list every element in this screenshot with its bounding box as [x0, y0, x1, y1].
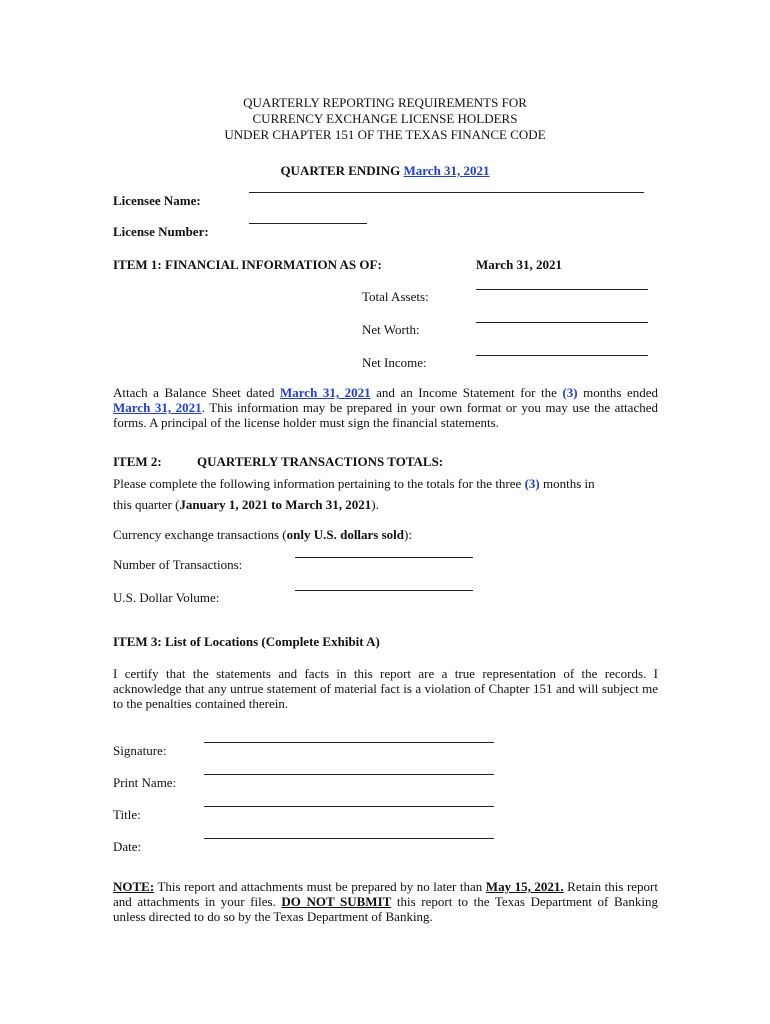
licensee-name-field[interactable] — [249, 192, 644, 193]
item2-instr-text-1: Please complete the following information pertaining to the totals for the three — [113, 476, 525, 491]
title-line-2: CURRENCY EXCHANGE LICENSE HOLDERS — [252, 111, 518, 126]
note-label: NOTE: — [113, 879, 155, 894]
item1-text-2: and an Income Statement for the — [370, 385, 563, 400]
license-number-label: License Number: — [113, 224, 209, 239]
licensee-name-label: Licensee Name: — [113, 193, 201, 208]
months-count[interactable]: (3) — [562, 385, 578, 400]
note-paragraph — [113, 879, 658, 924]
submission-deadline: May 15, 2021. — [485, 879, 564, 894]
total-assets-field[interactable] — [476, 289, 648, 290]
item2-months-count[interactable]: (3) — [524, 476, 540, 491]
quarter-period: January 1, 2021 to March 31, 2021 — [179, 497, 372, 512]
item1-date: March 31, 2021 — [476, 257, 563, 272]
item2-label: ITEM 2: — [113, 454, 162, 469]
report-title — [0, 95, 770, 143]
quarter-ending — [0, 163, 770, 179]
note-text-3: this report to the Texas Department of Banking unless directed to do so by the Texas Department of Banking. — [113, 894, 658, 924]
balance-sheet-date[interactable]: March 31, 2021 — [280, 385, 371, 400]
net-income-label: Net Income: — [362, 355, 427, 370]
print-name-field[interactable] — [204, 774, 494, 775]
title-field[interactable] — [204, 806, 494, 807]
quarter-ending-label: QUARTER ENDING — [280, 163, 401, 178]
license-number-field[interactable] — [249, 223, 367, 224]
dollar-volume-field[interactable] — [295, 590, 473, 591]
item2-instr-text-4: ). — [371, 497, 379, 512]
cx-text-1: Currency exchange transactions ( — [113, 527, 287, 542]
title-line-1: QUARTERLY REPORTING REQUIREMENTS FOR — [243, 95, 527, 110]
item1-text-4: . This information may be prepared in your own format or you may use the attached forms. A principal of the license holder must sign the financial statements. — [113, 400, 658, 430]
item1-instructions — [113, 385, 658, 430]
date-field[interactable] — [204, 838, 494, 839]
item1-text-1: Attach a Balance Sheet dated — [113, 385, 280, 400]
signature-label: Signature: — [113, 743, 167, 758]
quarter-ending-date[interactable]: March 31, 2021 — [403, 163, 490, 178]
item2-instructions-line2 — [113, 497, 379, 513]
print-name-label: Print Name: — [113, 775, 177, 790]
total-assets-label: Total Assets: — [362, 289, 429, 304]
net-worth-label: Net Worth: — [362, 322, 420, 337]
item2-title: QUARTERLY TRANSACTIONS TOTALS: — [197, 454, 444, 469]
cx-text-2: ): — [404, 527, 412, 542]
item2-instr-text-3: this quarter ( — [113, 497, 180, 512]
item3-heading: ITEM 3: List of Locations (Complete Exhibit A) — [113, 634, 380, 649]
net-income-field[interactable] — [476, 355, 648, 356]
item1-heading: ITEM 1: FINANCIAL INFORMATION AS OF: — [113, 257, 382, 272]
cx-bold: only U.S. dollars sold — [286, 527, 405, 542]
currency-exchange-heading — [113, 527, 412, 543]
number-of-transactions-label: Number of Transactions: — [113, 557, 243, 572]
dollar-volume-label: U.S. Dollar Volume: — [113, 590, 220, 605]
item1-text-3: months ended — [577, 385, 658, 400]
title-label: Title: — [113, 807, 141, 822]
net-worth-field[interactable] — [476, 322, 648, 323]
title-line-3: UNDER CHAPTER 151 OF THE TEXAS FINANCE CODE — [224, 127, 546, 142]
note-text-2: Retain this report and attachments in your files. — [113, 879, 658, 909]
signature-field[interactable] — [204, 742, 494, 743]
months-ended-date[interactable]: March 31, 2021 — [113, 400, 202, 415]
item2-instr-text-2: months in — [539, 476, 595, 491]
note-text-1: This report and attachments must be prepared by no later than — [154, 879, 486, 894]
item2-instructions-line1 — [113, 476, 595, 492]
certification-text: I certify that the statements and facts in this report are a true representation of the records. I acknowledge that any untrue statement of material fact is a violation of Chapter 151 and will subject me to the penalties contained therein. — [113, 666, 658, 711]
date-label: Date: — [113, 839, 142, 854]
number-of-transactions-field[interactable] — [295, 557, 473, 558]
do-not-submit: DO NOT SUBMIT — [281, 894, 392, 909]
